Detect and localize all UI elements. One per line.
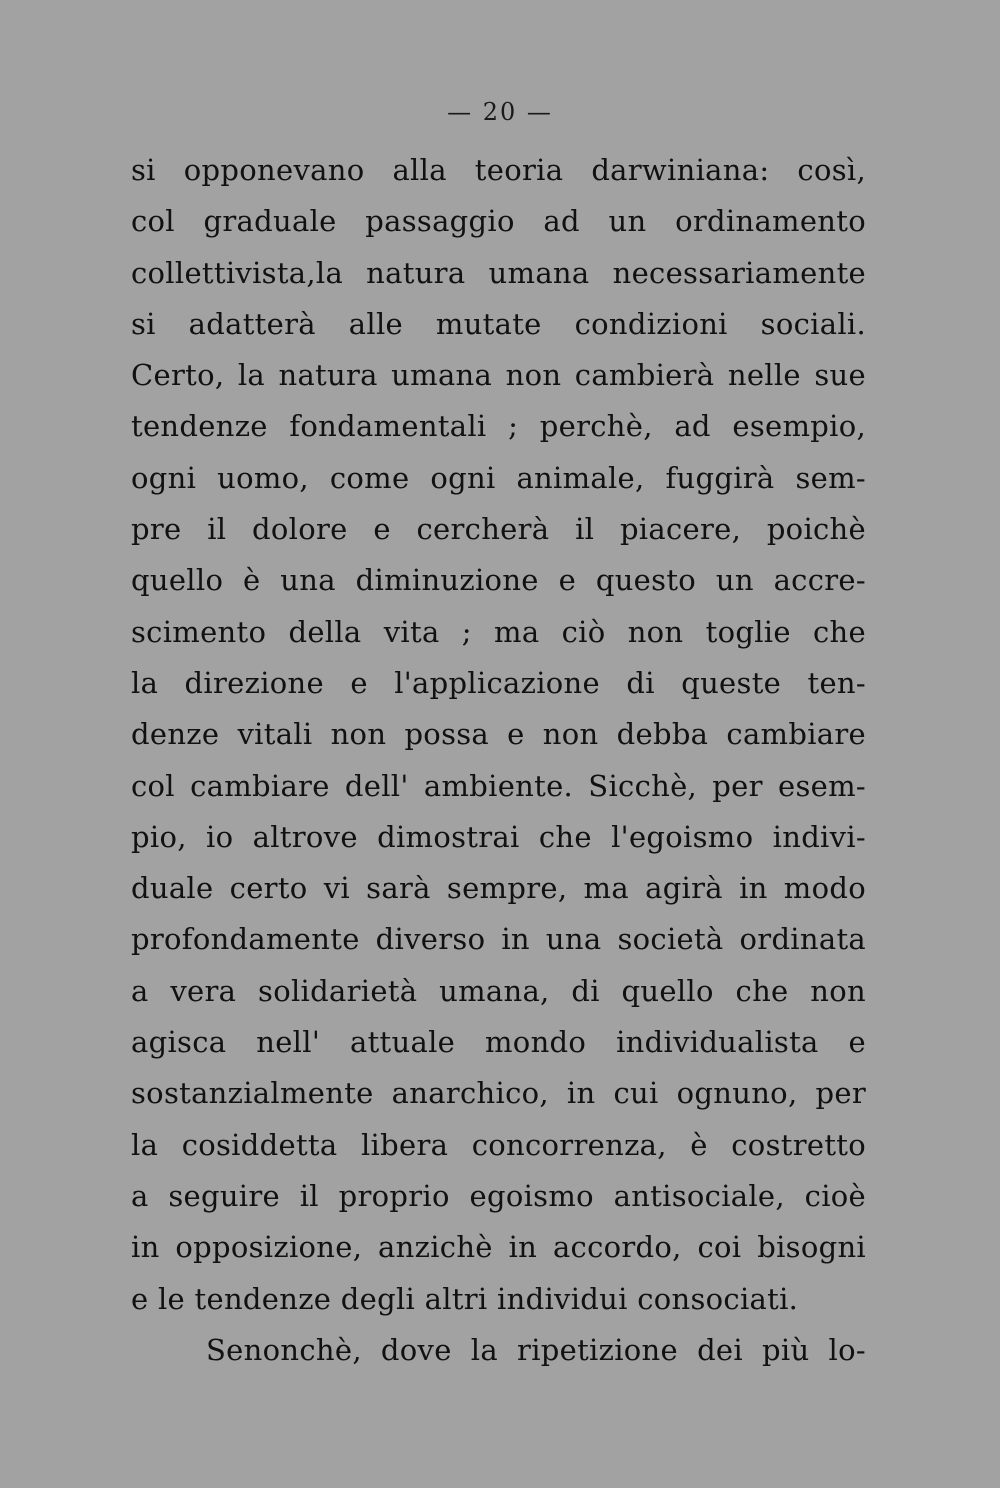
- text-line: pre il dolore e cercherà il piacere, poichè: [131, 512, 866, 547]
- text-line: la direzione e l'applicazione di queste ten-: [131, 665, 866, 700]
- text-line: col cambiare dell' ambiente. Sicchè, per esem-: [131, 768, 866, 803]
- text-line: quello è una diminuzione e questo un accre-: [131, 563, 866, 598]
- body-text: [131, 145, 866, 1376]
- text-line: pio, io altrove dimostrai che l'egoismo indivi-: [131, 819, 866, 854]
- text-line: duale certo vi sarà sempre, ma agirà in modo: [131, 871, 866, 906]
- text-line: a vera solidarietà umana, di quello che non: [131, 973, 866, 1008]
- text-line: si opponevano alla teoria darwiniana: così,: [131, 153, 866, 187]
- paragraph-end-line: e le tendenze degli altri individui consociati.: [131, 1281, 799, 1316]
- page-number: — 20 —: [447, 98, 553, 126]
- text-line: si adatterà alle mutate condizioni sociali.: [131, 306, 866, 341]
- paragraph-start-line: Senonchè, dove la ripetizione dei più lo-: [206, 1332, 866, 1367]
- text-line: ogni uomo, come ogni animale, fuggirà sem-: [131, 460, 866, 495]
- text-line: in opposizione, anzichè in accordo, coi bisogni: [131, 1230, 866, 1265]
- text-line: la cosiddetta libera concorrenza, è costretto: [131, 1127, 866, 1162]
- text-line: sostanzialmente anarchico, in cui ognuno, per: [131, 1076, 866, 1111]
- text-line: col graduale passaggio ad un ordinamento: [131, 204, 866, 239]
- text-line: tendenze fondamentali ; perchè, ad esempio,: [131, 409, 866, 444]
- text-line: agisca nell' attuale mondo individualista e: [131, 1025, 866, 1060]
- text-line: collettivista,la natura umana necessariamente: [131, 255, 866, 290]
- text-line: profondamente diverso in una società ordinata: [131, 922, 866, 957]
- text-line: denze vitali non possa e non debba cambiare: [131, 717, 866, 752]
- text-line: a seguire il proprio egoismo antisociale, cioè: [131, 1178, 866, 1213]
- text-line: scimento della vita ; ma ciò non toglie che: [131, 614, 866, 649]
- text-line: Certo, la natura umana non cambierà nelle sue: [131, 358, 866, 393]
